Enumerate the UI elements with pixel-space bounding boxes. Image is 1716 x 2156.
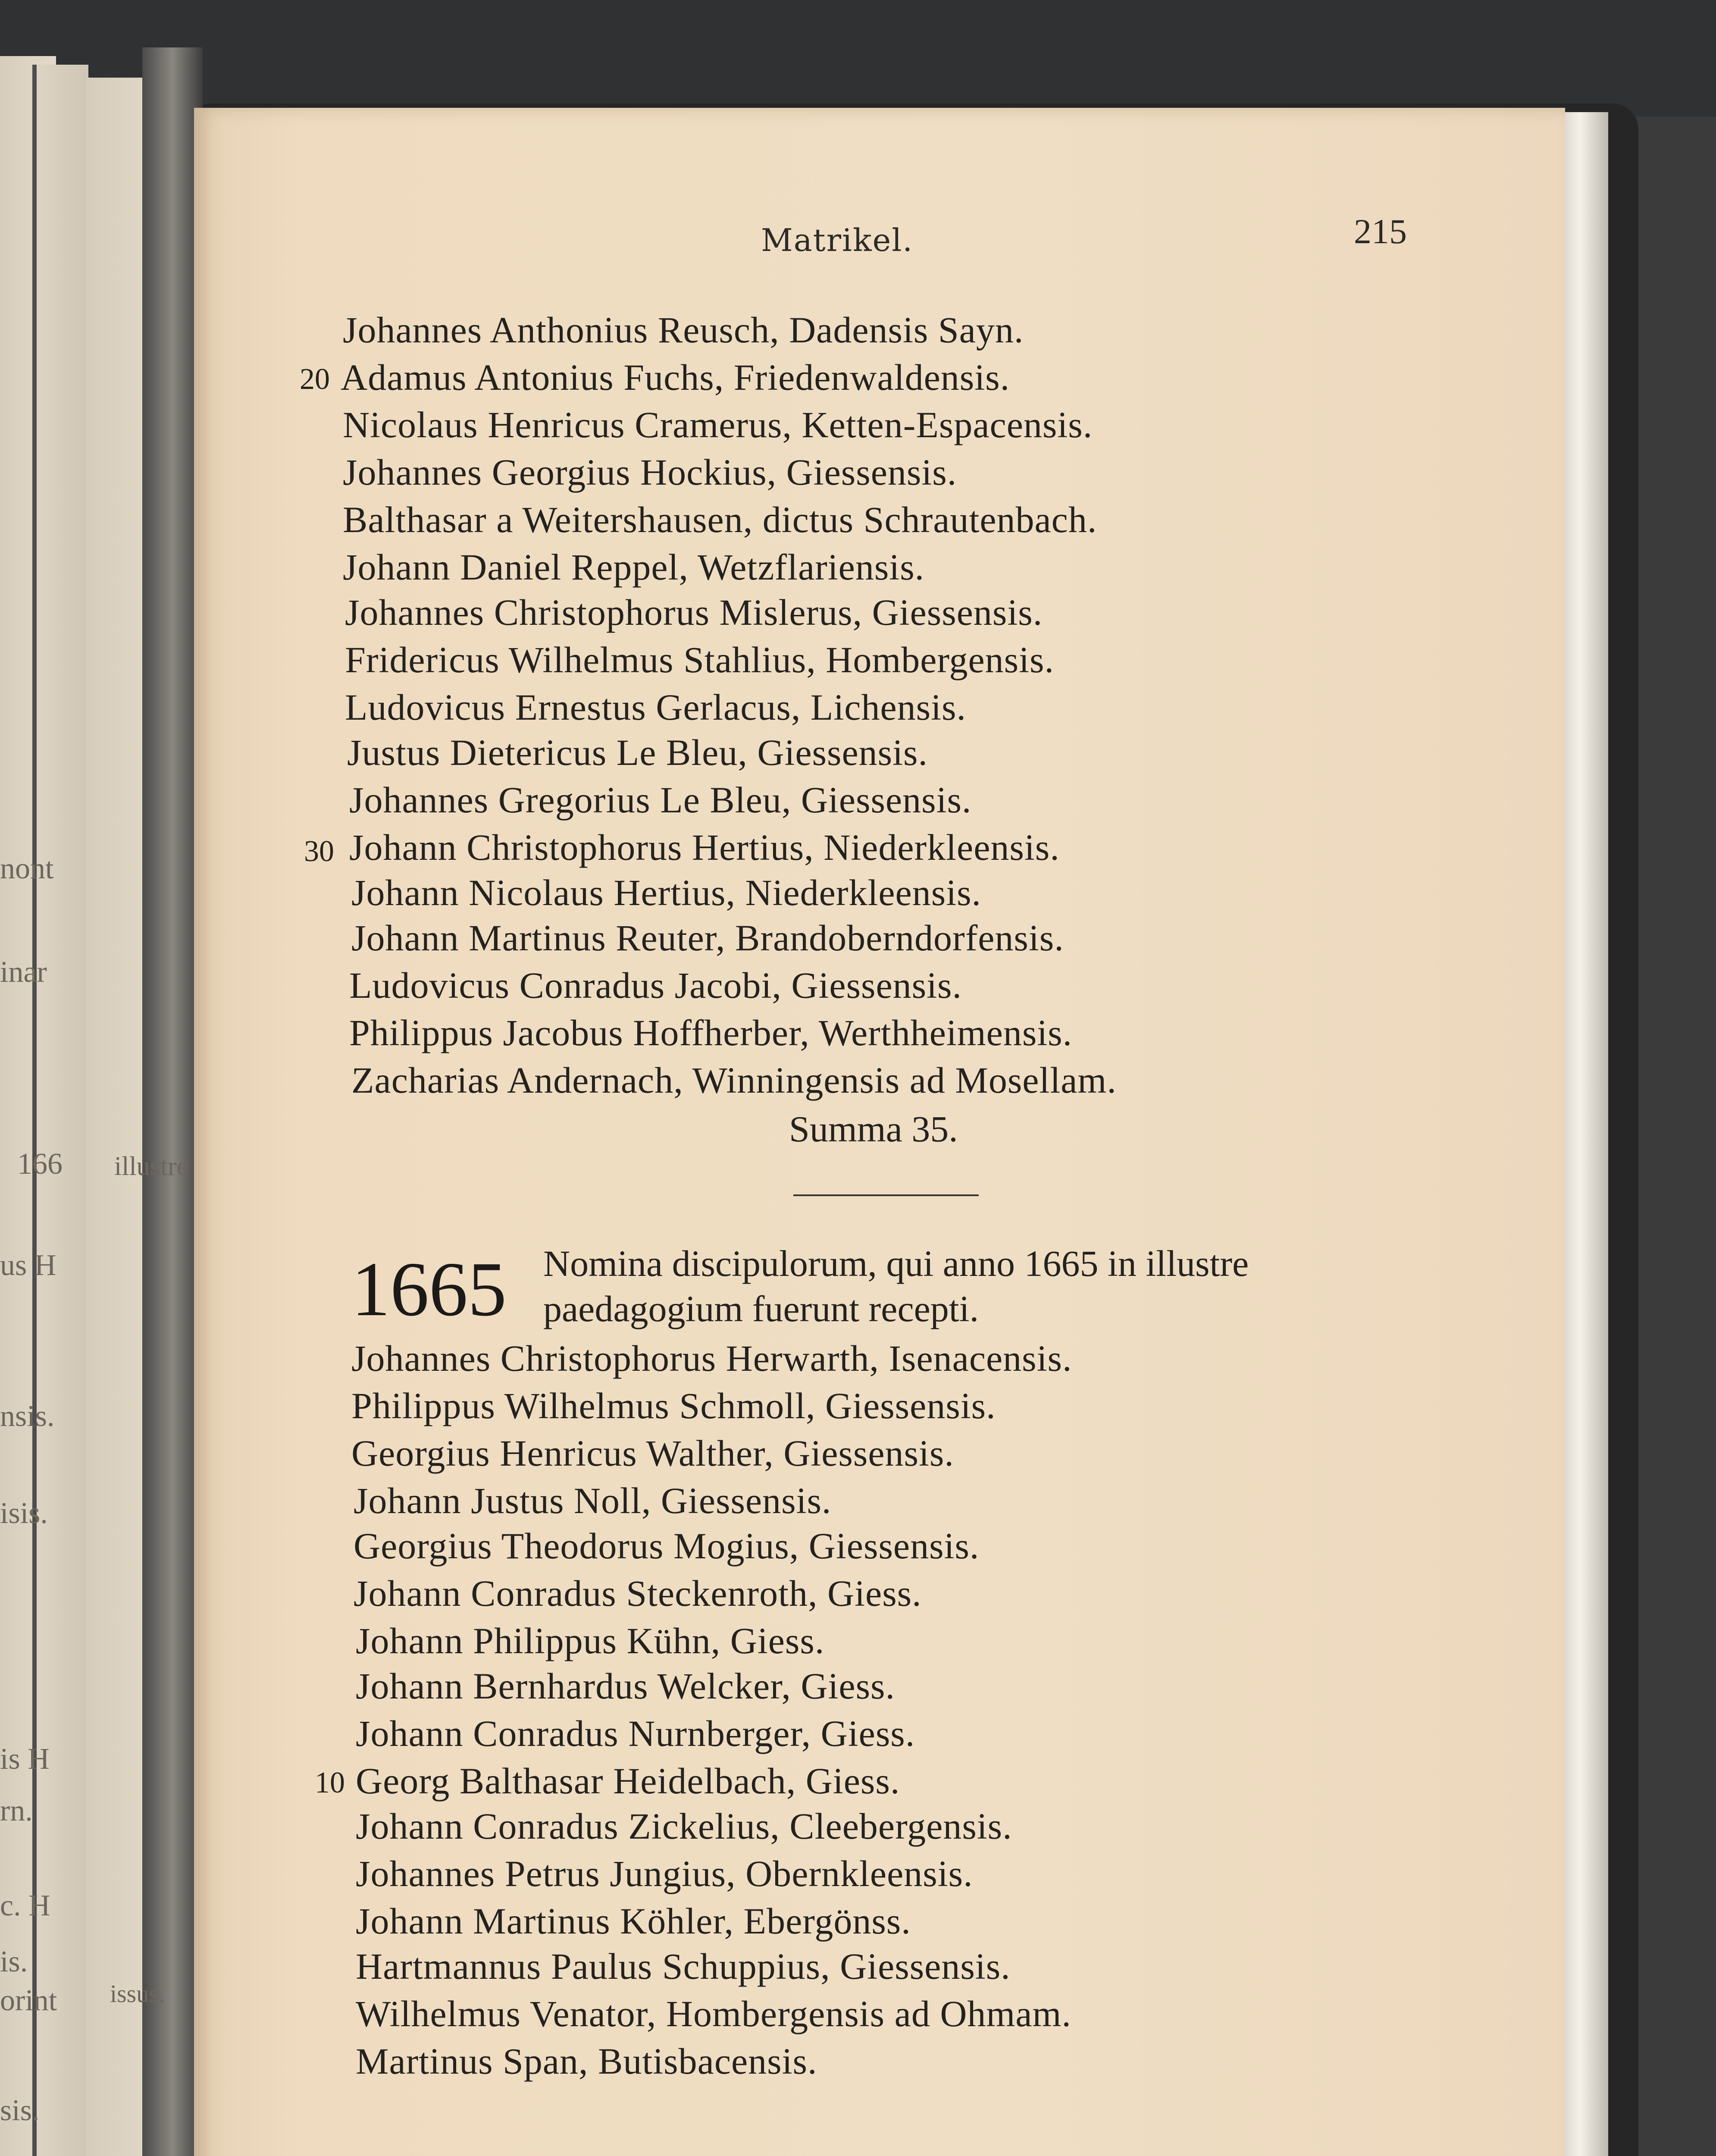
list-item: Martinus Span, Butisbacensis. [356,2040,817,2082]
list-item: Philippus Jacobus Hoffherber, Werthheimensis. [349,1012,1073,1053]
left-fragment: rn. [0,1794,33,1827]
line-number: 20 [300,363,330,396]
left-fragment: nsis. [0,1400,55,1433]
left-fragment: inar [0,956,47,989]
left-fragment: orint [0,1984,57,2017]
section-heading-line-1: Nomina discipulorum, qui anno 1665 in illustre [543,1243,1249,1284]
list-item: Balthasar a Weitershausen, dictus Schrautenbach. [343,499,1097,540]
page-edges [1561,112,1608,2156]
list-item: Johannes Petrus Jungius, Obernkleensis. [356,1853,973,1894]
left-fragment: illustre [114,1152,189,1181]
list-item: Adamus Antonius Fuchs, Friedenwaldensis. [341,357,1010,398]
list-item: Georgius Henricus Walther, Giessensis. [351,1432,954,1474]
year-heading: 1665 [351,1246,507,1332]
left-fragment: is H [0,1742,50,1776]
left-fragment: nont [0,852,54,885]
list-item: Johann Conradus Nurnberger, Giess. [356,1713,915,1754]
list-item: Johann Conradus Zickelius, Cleebergensis. [356,1805,1012,1847]
background-top [0,0,1716,116]
left-fragment: is. [0,1945,28,1978]
list-item: Georgius Theodorus Mogius, Giessensis. [354,1525,980,1567]
running-head: Matrikel. [761,222,914,258]
left-fragment: sis. [0,2094,40,2127]
left-fragment: isis. [0,1497,48,1530]
list-item: Johannes Christophorus Mislerus, Giessensis. [345,592,1043,633]
left-fragment: c. H [0,1889,50,1922]
list-item: Johann Martinus Reuter, Brandoberndorfensis. [351,917,1064,959]
list-item: Johann Martinus Köhler, Ebergönss. [356,1900,911,1942]
list-item: Fridericus Wilhelmus Stahlius, Hombergensis. [345,639,1054,680]
list-item: Johann Daniel Reppel, Wetzflariensis. [343,546,925,588]
list-item: Johannes Gregorius Le Bleu, Giessensis. [349,779,972,821]
left-fragment: us H [0,1249,56,1282]
list-item: Johann Conradus Steckenroth, Giess. [354,1573,922,1614]
line-number: 10 [315,1766,345,1799]
list-item: Johann Christophorus Hertius, Niederkleensis. [349,827,1060,868]
list-item: Johann Justus Noll, Giessensis. [354,1480,832,1521]
list-item: Johannes Anthonius Reusch, Dadensis Sayn. [343,309,1024,351]
spine-shadow [142,47,203,2156]
list-item: Georg Balthasar Heidelbach, Giess. [356,1760,900,1802]
list-item: Johann Bernhardus Welcker, Giess. [356,1665,896,1707]
left-fragment: issus. [110,1980,165,2008]
list-item: Philippus Wilhelmus Schmoll, Giessensis. [351,1385,996,1426]
list-item: Johannes Georgius Hockius, Giessensis. [343,451,957,493]
left-page-layer [32,65,88,2156]
list-item: Johann Philippus Kühn, Giess. [356,1620,825,1661]
list-item: Zacharias Andernach, Winningensis ad Mosellam. [351,1059,1117,1101]
summa-total: Summa 35. [789,1108,958,1150]
line-number: 30 [304,835,334,868]
section-divider [793,1194,979,1196]
left-fragment: 166 [17,1147,63,1181]
list-item: Nicolaus Henricus Cramerus, Ketten-Espacensis. [343,404,1093,445]
section-heading-line-2: paedagogium fuerunt recepti. [543,1288,979,1329]
list-item: Ludovicus Ernestus Gerlacus, Lichensis. [345,686,966,728]
list-item: Johann Nicolaus Hertius, Niederkleensis. [351,872,982,913]
list-item: Hartmannus Paulus Schuppius, Giessensis. [356,1946,1011,1987]
page-number: 215 [1354,212,1407,251]
list-item: Justus Dietericus Le Bleu, Giessensis. [347,732,928,773]
list-item: Ludovicus Conradus Jacobi, Giessensis. [349,965,962,1006]
list-item: Johannes Christophorus Herwarth, Isenacensis. [351,1338,1072,1379]
list-item: Wilhelmus Venator, Hombergensis ad Ohmam. [356,1993,1071,2034]
